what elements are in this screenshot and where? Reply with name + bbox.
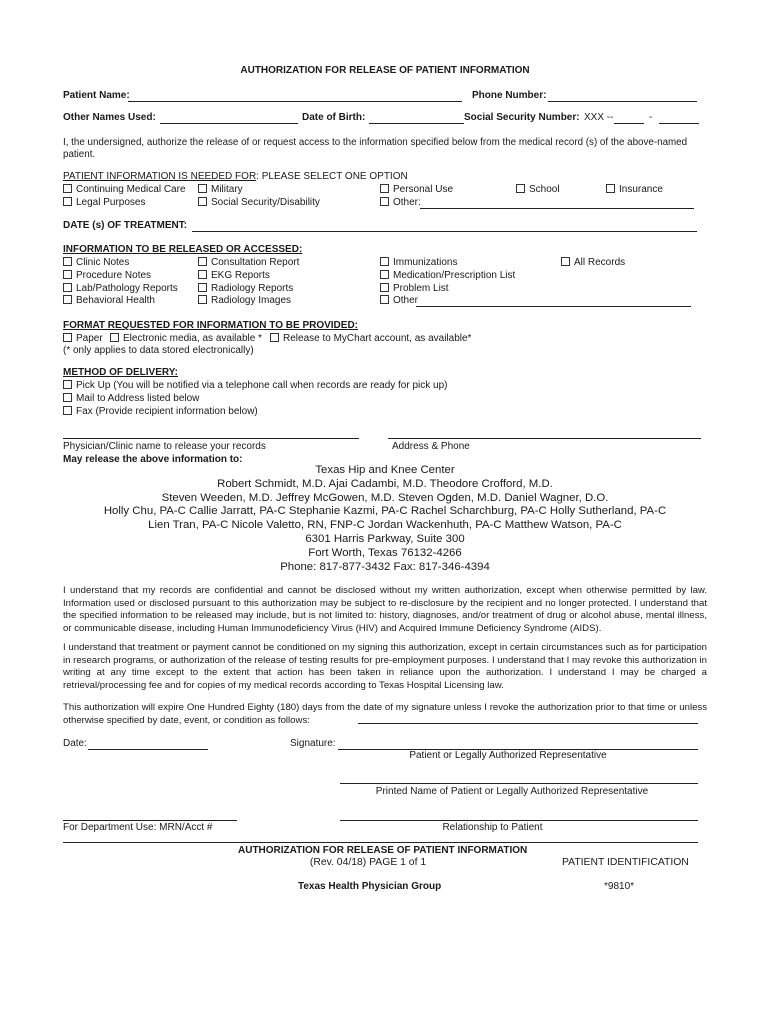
dob-label: Date of Birth:: [302, 112, 366, 123]
option-label: Legal Purposes: [76, 197, 146, 208]
checkbox-icon[interactable]: [63, 197, 72, 206]
item-other-field[interactable]: [416, 295, 691, 307]
information-heading: INFORMATION TO BE RELEASED OR ACCESSED:: [63, 244, 303, 255]
option-legal[interactable]: [63, 197, 146, 208]
checkbox-icon[interactable]: [110, 333, 119, 342]
printed-name-line[interactable]: [340, 783, 698, 784]
other-names-field[interactable]: [160, 112, 298, 124]
delivery-label: Fax (Provide recipient information below): [76, 406, 258, 417]
clinic-address-2: Fort Worth, Texas 76132-4266: [308, 546, 462, 559]
checkbox-icon[interactable]: [63, 283, 72, 292]
treatment-date-field[interactable]: [192, 220, 697, 232]
checkbox-icon[interactable]: [516, 184, 525, 193]
clinic-phone-fax: Phone: 817-877-3432 Fax: 817-346-4394: [280, 560, 490, 573]
item-radiology-images[interactable]: [198, 295, 291, 306]
address-phone-label: Address & Phone: [392, 441, 470, 452]
option-label: Social Security/Disability: [211, 197, 320, 208]
footer-org: Texas Health Physician Group: [298, 881, 442, 892]
date-field[interactable]: [88, 738, 208, 750]
checkbox-icon[interactable]: [380, 283, 389, 292]
date-label: Date:: [63, 738, 87, 749]
checkbox-icon[interactable]: [561, 257, 570, 266]
checkbox-icon[interactable]: [380, 295, 389, 304]
item-radiology-reports[interactable]: [198, 283, 293, 294]
signature-label: Signature:: [290, 738, 336, 749]
delivery-label: Pick Up (You will be notified via a telephone call when records are ready for pick up): [76, 380, 448, 391]
item-procedure-notes[interactable]: [63, 270, 151, 281]
ssn-label: Social Security Number:: [464, 112, 580, 123]
authorization-statement: I, the undersigned, authorize the release of or request access to the information specified below from the medical record (s) of the above-named patient.: [63, 137, 688, 160]
checkbox-icon[interactable]: [198, 197, 207, 206]
ssn-field-1[interactable]: [614, 112, 644, 124]
option-social-security[interactable]: [198, 197, 320, 208]
delivery-mail[interactable]: [63, 393, 199, 404]
mrn-line[interactable]: [63, 820, 237, 821]
delivery-heading: METHOD OF DELIVERY:: [63, 367, 178, 378]
treatment-payment-paragraph: I understand that treatment or payment cannot be conditioned on my signing this authorization, except in certain circumstances such as for participation in research programs, or authorization of the release of testing results for pre-employment purposes. I understand that I may revoke this authorization in writing at any time except to the extent that action has been taken in reliance upon the authorization. I understand I may be charged a retrieval/processing fee and for copies of my medical records according to Texas Hospital Licensing law.: [63, 642, 707, 691]
department-use-label: For Department Use: MRN/Acct #: [63, 822, 213, 833]
checkbox-icon[interactable]: [380, 270, 389, 279]
item-ekg[interactable]: [198, 270, 270, 281]
checkbox-icon[interactable]: [63, 333, 72, 342]
item-label: Radiology Reports: [211, 283, 294, 294]
option-label: Military: [211, 184, 243, 195]
checkbox-icon[interactable]: [198, 283, 207, 292]
confidentiality-paragraph: I understand that my records are confidential and cannot be disclosed without my written authorization, except when otherwise permitted by law. Information used or disclosed pursuant to this authorization may be subject to re-disclosure by the recipient and no longer protected. I understand that the specified information to be released may include, but is not limited to: history, diagnoses, and/or treatment of drug or alcohol abuse, mental illness, or communicable disease, including Human Immunodeficiency Virus (HIV) and Acquired Immune Deficiency Syndrome (AIDS).: [63, 585, 707, 634]
item-problem-list[interactable]: [380, 283, 449, 294]
purpose-heading-text: PATIENT INFORMATION IS NEEDED FOR: [63, 171, 257, 182]
clinic-physicians-2: Steven Weeden, M.D. Jeffrey McGowen, M.D. Steven Ogden, M.D. Daniel Wagner, D.O.: [161, 491, 609, 504]
signature-field[interactable]: [338, 738, 698, 750]
item-label: Consultation Report: [211, 257, 300, 268]
clinic-info: [60, 464, 710, 574]
clinic-address-1: 6301 Harris Parkway, Suite 300: [305, 532, 465, 545]
item-label: Immunizations: [393, 257, 458, 268]
ssn-separator: -: [649, 112, 653, 123]
ssn-prefix: XXX --: [584, 112, 614, 123]
ssn-field-2[interactable]: [659, 112, 699, 124]
checkbox-icon[interactable]: [198, 257, 207, 266]
item-label: Medication/Prescription List: [393, 270, 516, 281]
other-names-label: Other Names Used:: [63, 112, 156, 123]
checkbox-icon[interactable]: [198, 270, 207, 279]
patient-name-label: Patient Name:: [63, 90, 130, 101]
item-all-records[interactable]: [561, 257, 625, 268]
checkbox-icon[interactable]: [63, 380, 72, 389]
item-label: Radiology Images: [211, 295, 292, 306]
delivery-fax[interactable]: [63, 406, 258, 417]
clinic-physicians-1: Robert Schmidt, M.D. Ajai Cadambi, M.D. Theodore Crofford, M.D.: [217, 477, 553, 490]
phone-number-label: Phone Number:: [472, 90, 547, 101]
clinic-pa-2: Lien Tran, PA-C Nicole Valetto, RN, FNP-C Jordan Wackenhuth, PA-C Matthew Watson, PA-C: [148, 519, 622, 532]
option-label: Personal Use: [393, 184, 454, 195]
option-label: Continuing Medical Care: [76, 184, 186, 195]
item-behavioral-health[interactable]: [63, 295, 155, 306]
item-label: Lab/Pathology Reports: [76, 283, 178, 294]
item-label: Problem List: [393, 283, 449, 294]
clinic-name-label: Physician/Clinic name to release your records: [63, 441, 266, 452]
checkbox-icon[interactable]: [198, 184, 207, 193]
printed-name-label: Printed Name of Patient or Legally Authorized Representative: [375, 786, 649, 797]
item-label: Clinic Notes: [76, 257, 130, 268]
checkbox-icon[interactable]: [63, 270, 72, 279]
option-military[interactable]: [198, 184, 243, 195]
address-phone-line[interactable]: [388, 438, 701, 439]
other-purpose-field[interactable]: [420, 197, 694, 209]
checkbox-icon[interactable]: [270, 333, 279, 342]
patient-identification-label: PATIENT IDENTIFICATION: [562, 857, 689, 868]
checkbox-icon[interactable]: [63, 184, 72, 193]
item-other[interactable]: [380, 295, 418, 306]
option-school[interactable]: [516, 184, 560, 195]
footer-title: AUTHORIZATION FOR RELEASE OF PATIENT INFORMATION: [238, 845, 528, 856]
checkbox-icon[interactable]: [606, 184, 615, 193]
checkbox-icon[interactable]: [63, 295, 72, 304]
item-medication-list[interactable]: [380, 270, 515, 281]
item-label: EKG Reports: [211, 270, 270, 281]
option-insurance[interactable]: [606, 184, 663, 195]
item-consultation[interactable]: [198, 257, 299, 268]
patient-rep-label: Patient or Legally Authorized Representative: [409, 750, 607, 761]
patient-name-field[interactable]: [128, 90, 462, 102]
treatment-date-label: DATE (s) OF TREATMENT:: [63, 220, 188, 231]
format-paper[interactable]: [63, 333, 103, 344]
checkbox-icon[interactable]: [63, 406, 72, 415]
clinic-name-line[interactable]: [63, 438, 359, 439]
checkbox-icon[interactable]: [63, 393, 72, 402]
item-label: All Records: [574, 257, 626, 268]
checkbox-icon[interactable]: [380, 257, 389, 266]
dob-field[interactable]: [369, 112, 464, 124]
expiration-condition-field[interactable]: [358, 713, 698, 724]
format-mychart[interactable]: [270, 333, 471, 344]
clinic-pa-1: Holly Chu, PA-C Callie Jarratt, PA-C Stephanie Kazmi, PA-C Rachel Scharchburg, PA-C Holly Sutherland, PA-C: [103, 505, 667, 518]
purpose-instruction: : PLEASE SELECT ONE OPTION: [256, 171, 408, 182]
format-label: Paper: [76, 333, 103, 344]
item-label: Procedure Notes: [76, 270, 152, 281]
option-other-purpose[interactable]: [380, 197, 421, 208]
delivery-label: Mail to Address listed below: [76, 393, 200, 404]
format-label: Release to MyChart account, as available*: [283, 333, 472, 344]
format-label: Electronic media, as available *: [123, 333, 262, 344]
format-heading: FORMAT REQUESTED FOR INFORMATION TO BE PROVIDED:: [63, 320, 358, 331]
item-clinic-notes[interactable]: [63, 257, 129, 268]
clinic-name: Texas Hip and Knee Center: [315, 464, 455, 476]
option-continuing-care[interactable]: [63, 184, 186, 195]
form-title: AUTHORIZATION FOR RELEASE OF PATIENT INFORMATION: [240, 65, 530, 76]
footer-code: *9810*: [604, 881, 635, 892]
option-personal-use[interactable]: [380, 184, 453, 195]
footer-divider: [63, 842, 698, 843]
relationship-label: Relationship to Patient: [442, 822, 543, 833]
checkbox-icon[interactable]: [63, 257, 72, 266]
delivery-pickup[interactable]: [63, 380, 448, 391]
format-note: (* only applies to data stored electronically): [63, 345, 254, 356]
item-label: Other: [393, 295, 419, 306]
option-label: Other:: [393, 197, 421, 208]
item-label: Behavioral Health: [76, 295, 155, 306]
option-label: Insurance: [619, 184, 663, 195]
relationship-line[interactable]: [340, 820, 698, 821]
format-electronic[interactable]: [110, 333, 262, 344]
option-label: School: [529, 184, 560, 195]
item-lab-pathology[interactable]: [63, 283, 178, 294]
purpose-heading: [63, 171, 408, 182]
item-immunizations[interactable]: [380, 257, 457, 268]
checkbox-icon[interactable]: [380, 197, 389, 206]
may-release-label: May release the above information to:: [63, 454, 243, 465]
expiration-paragraph: This authorization will expire One Hundred Eighty (180) days from the date of my signature unless I revoke the authorization prior to that time or unless otherwise specified by date, event, or condition as follows:: [63, 702, 707, 726]
footer-revision: (Rev. 04/18) PAGE 1 of 1: [309, 857, 427, 868]
checkbox-icon[interactable]: [198, 295, 207, 304]
checkbox-icon[interactable]: [380, 184, 389, 193]
phone-number-field[interactable]: [548, 90, 697, 102]
